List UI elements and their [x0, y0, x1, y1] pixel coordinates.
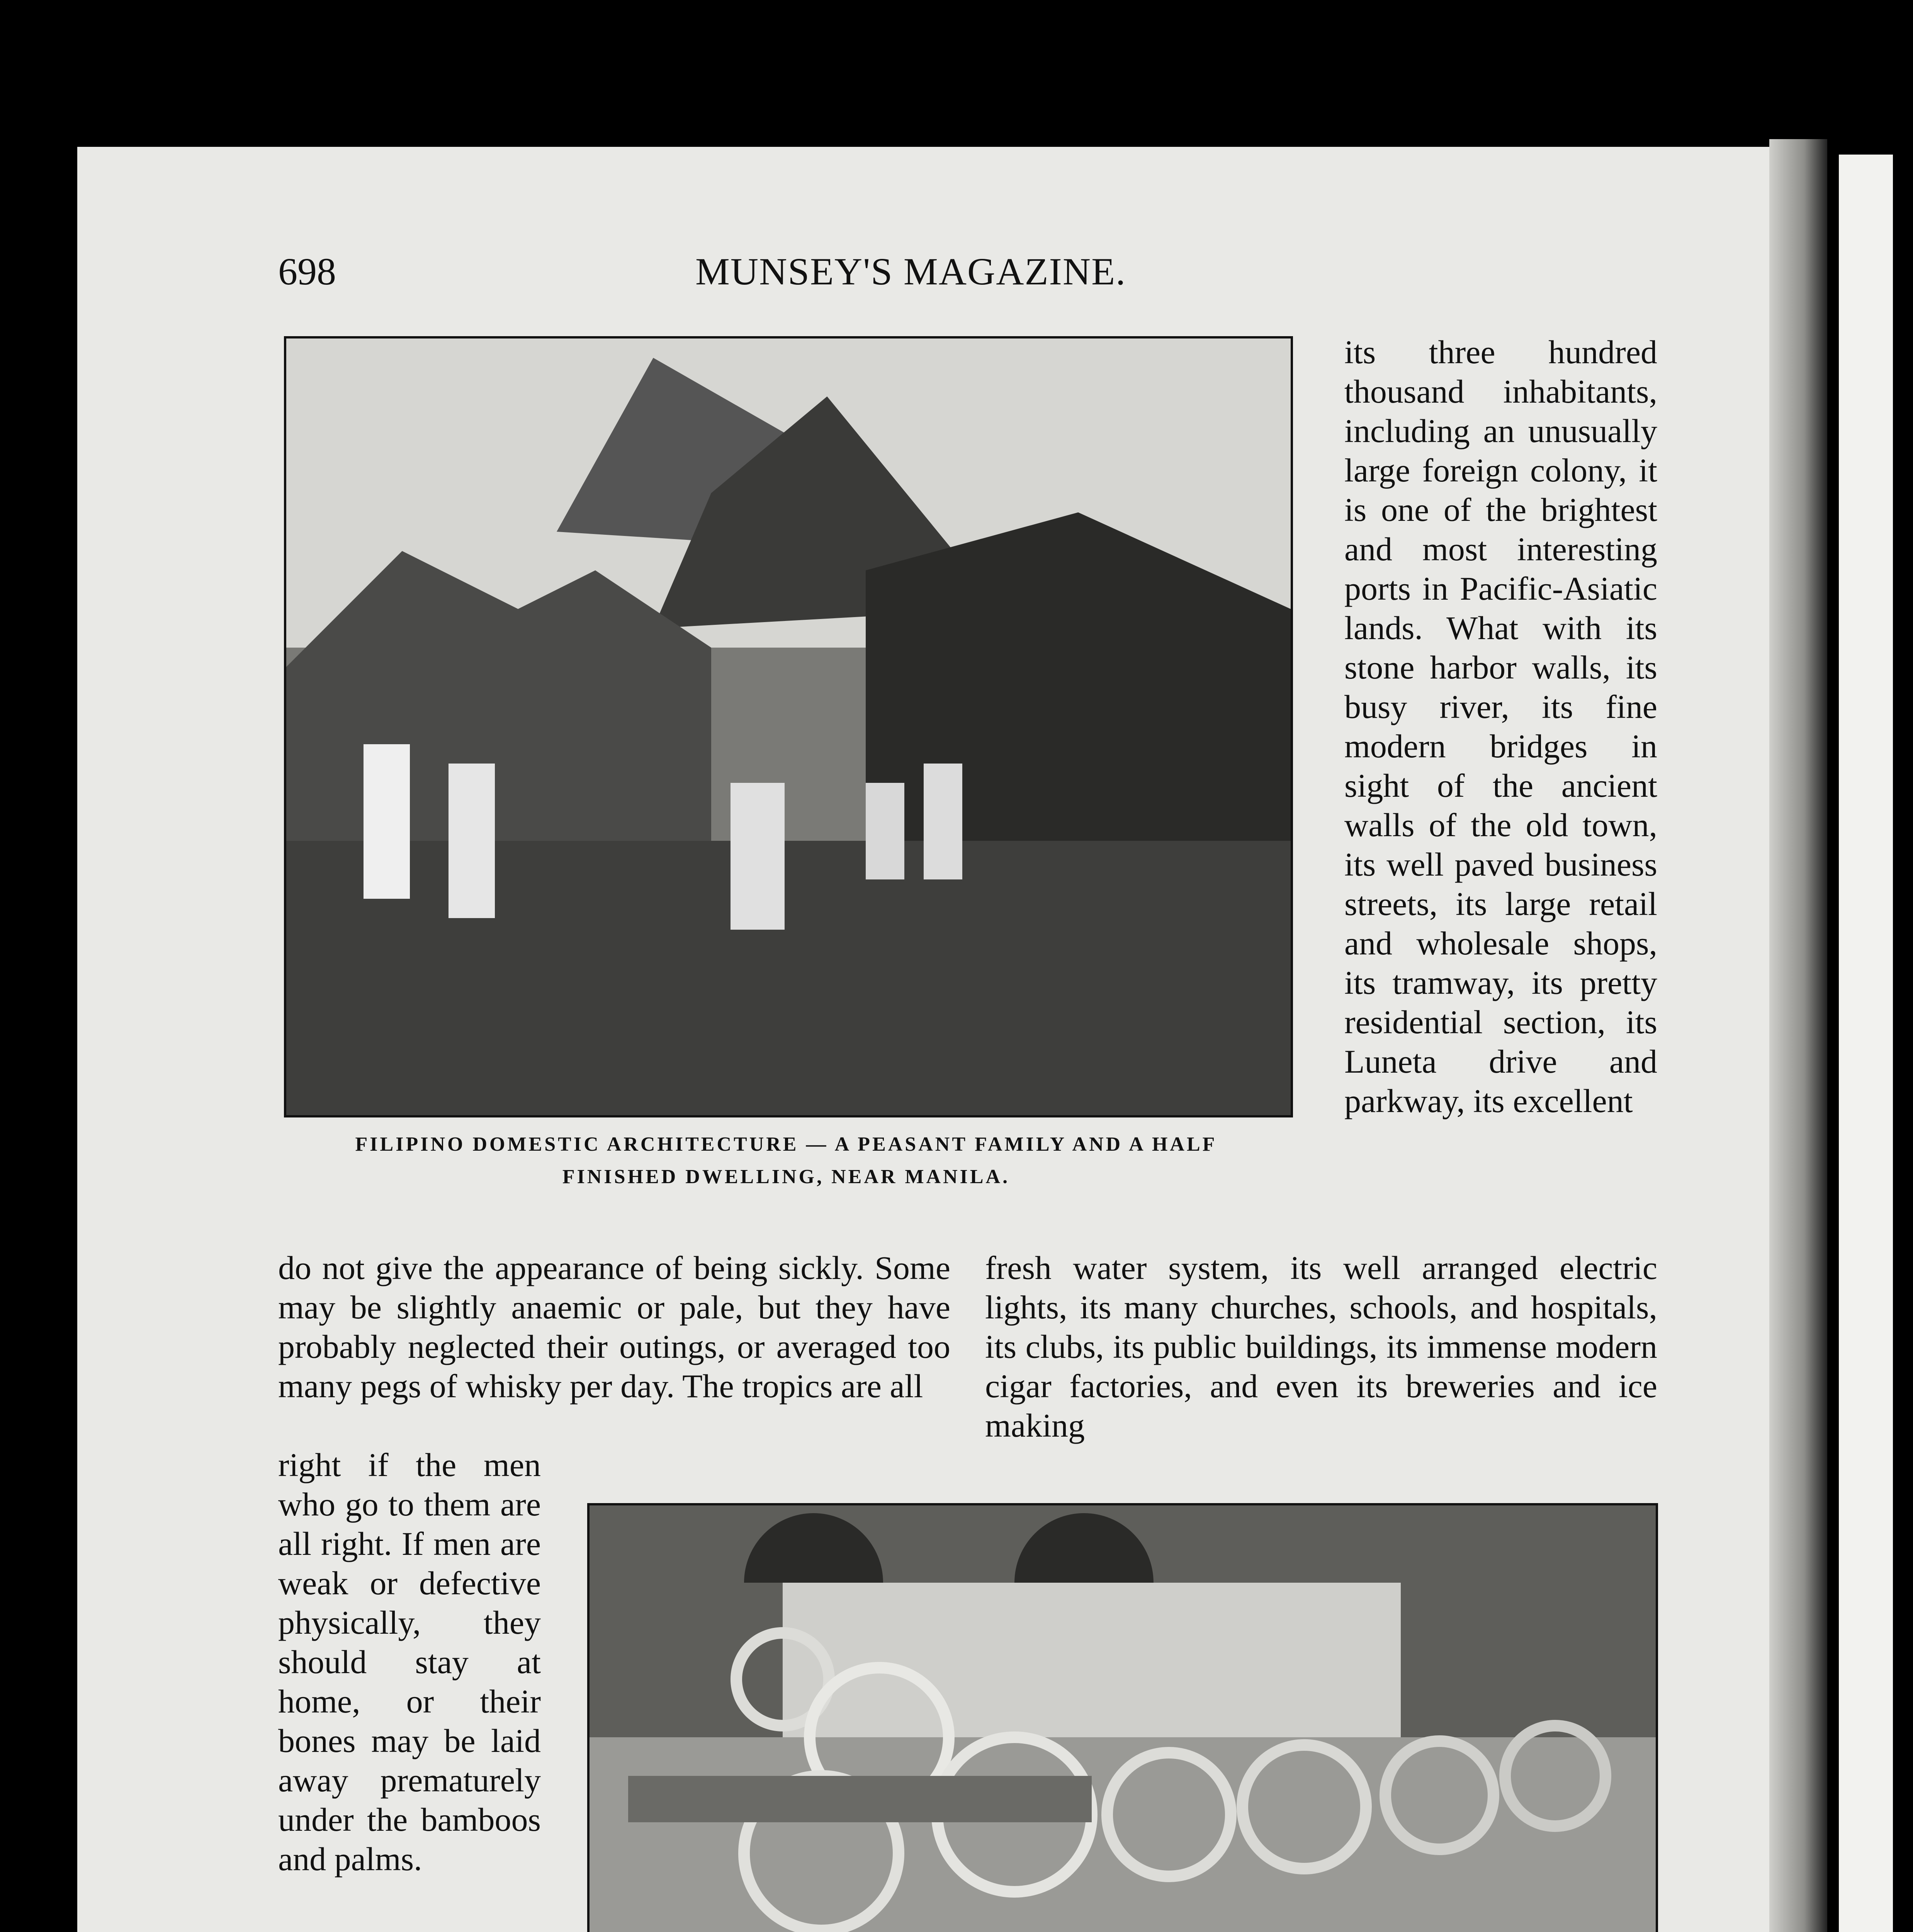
- body-text-mid-left: do not give the appearance of being sickly. Some may be slightly anaemic or pale, but they have probably neglected their outings, or averaged too many pegs of whisky per day. The tropics are all: [278, 1249, 950, 1405]
- body-text-right-column: its three hundred thousand inhabitants, including an unusually large foreign colony, it is one of the brightest and most interesting ports in Pacific-Asiatic lands. What with its stone harbor walls, its busy river, its fine modern bridges in sight of the ancient walls of the old town, its well paved business streets, its large retail and wholesale shops, its tramway, its pretty residential section, its Luneta drive and parkway, its excellent: [1344, 333, 1657, 1119]
- photo-caption-1-line2: FINISHED DWELLING, NEAR MANILA.: [562, 1166, 1010, 1188]
- photo-domestic-architecture: [284, 336, 1293, 1117]
- adjacent-page-edge: [1839, 155, 1893, 1932]
- photo-filipino-artillery: [587, 1503, 1658, 1932]
- body-text-narrow-top: right if the men who go to them are all right. If men are weak or defective physically, they should stay at home, or their bones may be laid away prematurely under the bamboos and palms.: [278, 1446, 541, 1878]
- page-binding-gutter: [1769, 139, 1827, 1932]
- page-number: 698: [278, 250, 336, 293]
- photo-caption-1-line1: FILIPINO DOMESTIC ARCHITECTURE — A PEASANT FAMILY AND A HALF: [355, 1133, 1217, 1155]
- body-text-mid-right: fresh water system, its well arranged electric lights, its many churches, schools, and hospitals, its clubs, its public buildings, its immense modern cigar factories, and even its breweries and ice making: [985, 1249, 1657, 1444]
- photo-caption-1: [284, 1128, 1288, 1193]
- running-head: MUNSEY'S MAGAZINE.: [695, 250, 1126, 293]
